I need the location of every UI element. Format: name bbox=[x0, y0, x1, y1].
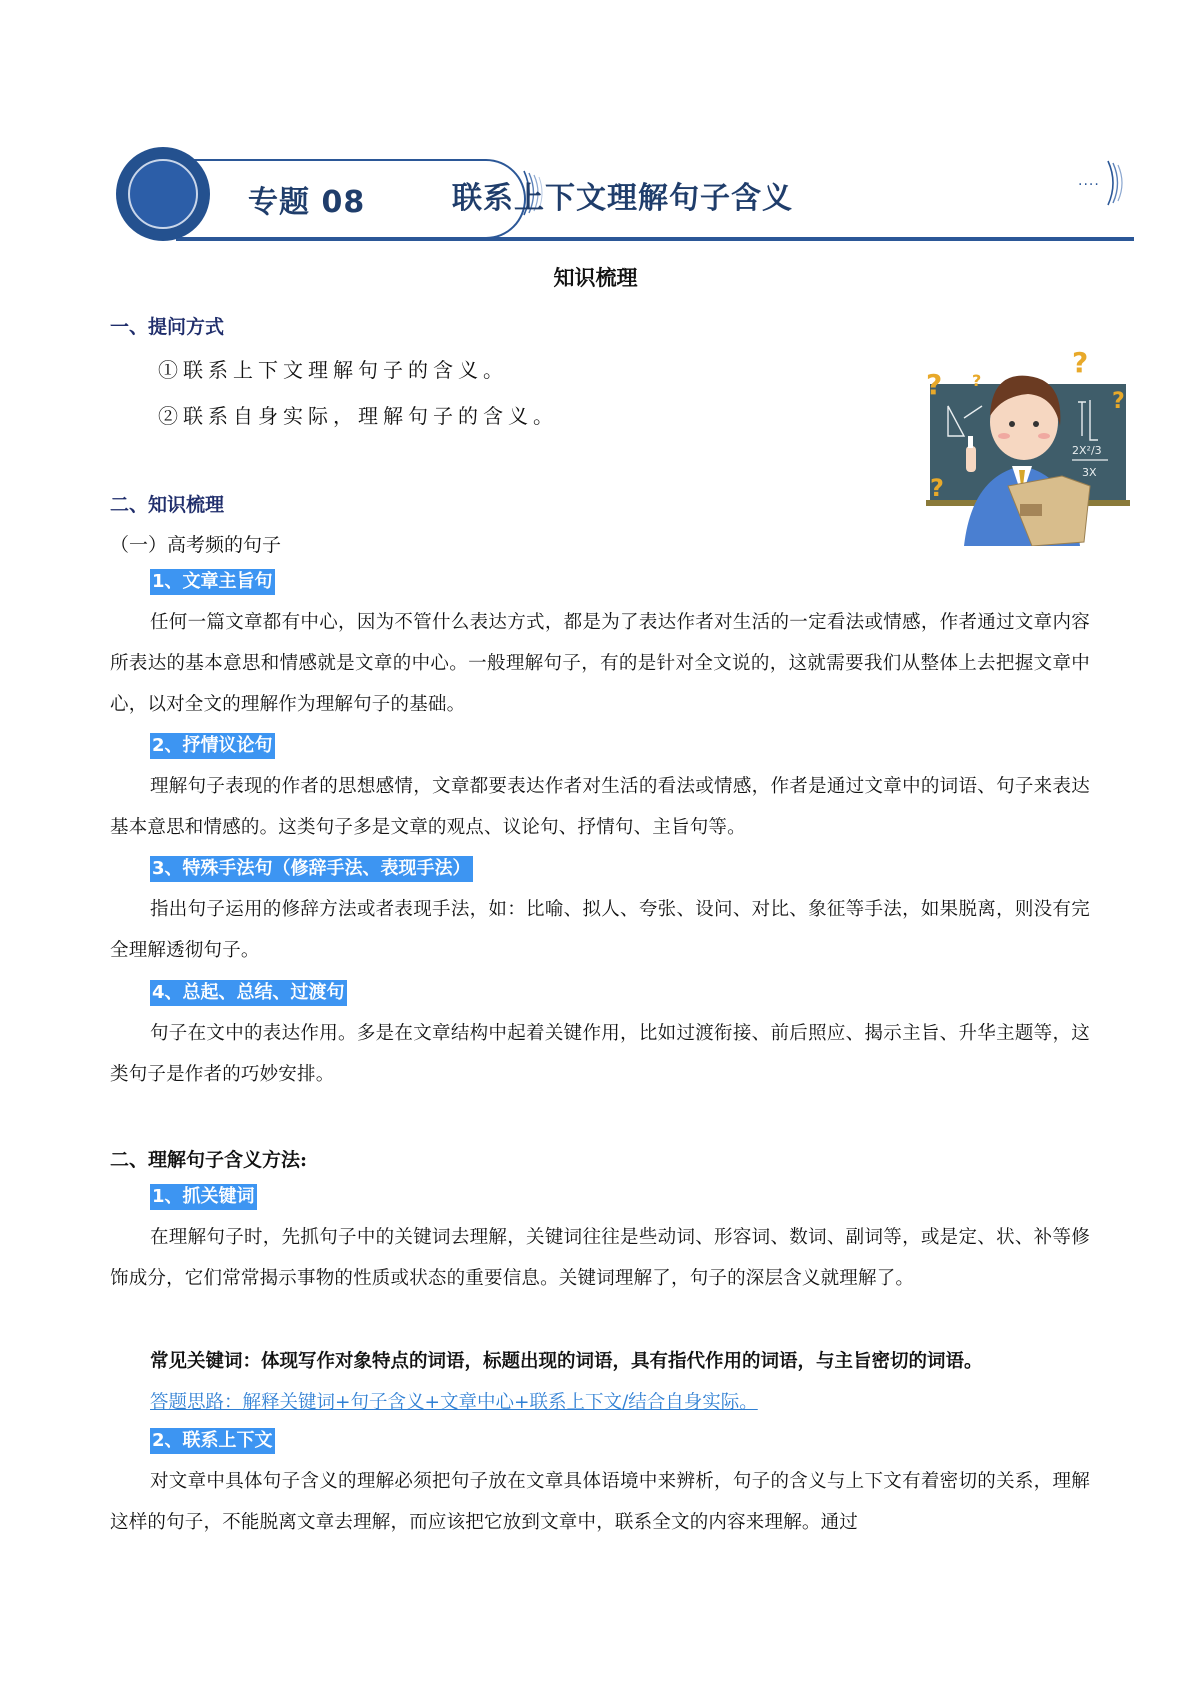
method-label-keywords: 1、抓关键词 bbox=[150, 1184, 257, 1210]
sound-arcs-right-icon bbox=[1104, 157, 1128, 209]
decor-dots: ···· bbox=[1078, 177, 1100, 193]
svg-text:?: ? bbox=[1112, 389, 1125, 414]
category-paragraph: 句子在文中的表达作用。多是在文章结构中起着关键作用，比如过渡衔接、前后照应、揭示主旨、升华主题等，这类句子是作者的巧妙安排。 bbox=[110, 1023, 1090, 1085]
heading-knowledge-review: 二、知识梳理 bbox=[110, 494, 225, 516]
category-paragraph: 理解句子表现的作者的思想感情，文章都要表达作者对生活的看法或情感，作者是通过文章中的词语、句子来表达基本意思和情感的。这类句子多是文章的观点、议论句、抒情句、主旨句等。 bbox=[110, 776, 1090, 838]
section-title-knowledge: 知识梳理 bbox=[553, 266, 638, 290]
svg-text:3X: 3X bbox=[1082, 466, 1097, 479]
method-paragraph: 对文章中具体句子含义的理解必须把句子放在文章具体语境中来辨析，句子的含义与上下文有着密切的关系，理解这样的句子，不能脱离文章去理解，而应该把它放到文章中，联系全文的内容来理解。通过 bbox=[110, 1471, 1090, 1533]
question-type-item: ①联系上下文理解句子的含义。 bbox=[158, 358, 508, 382]
teacher-illustration bbox=[912, 336, 1132, 546]
svg-text:?: ? bbox=[1072, 346, 1089, 379]
category-label-lyrical-sentence: 2、抒情议论句 bbox=[150, 733, 275, 759]
svg-text:?: ? bbox=[972, 371, 982, 390]
circle-badge-inner bbox=[128, 159, 198, 229]
category-label-transition-sentence: 4、总起、总结、过渡句 bbox=[150, 980, 347, 1006]
svg-text:?: ? bbox=[926, 368, 943, 401]
subheading-frequent-sentences: （一）高考频的句子 bbox=[110, 534, 282, 556]
method-paragraph: 在理解句子时，先抓句子中的关键词去理解，关键词往往是些动词、形容词、数词、副词等，或是定、状、补等修饰成分，它们常常揭示事物的性质或状态的重要信息。关键词理解了，句子的深层含义就理解了。 bbox=[110, 1227, 1090, 1289]
page-main-title: 联系上下文理解句子含义 bbox=[452, 181, 793, 216]
answer-approach-link[interactable]: 答题思路：解释关键词+句子含义+文章中心+联系上下文/结合自身实际。 bbox=[150, 1392, 758, 1413]
heading-methods: 二、理解句子含义方法: bbox=[110, 1149, 308, 1171]
topic-banner bbox=[116, 137, 1136, 247]
svg-text:?: ? bbox=[930, 474, 944, 502]
circle-badge-icon bbox=[116, 147, 210, 241]
category-label-theme-sentence: 1、文章主旨句 bbox=[150, 569, 275, 595]
question-type-item: ②联系自身实际，理解句子的含义。 bbox=[158, 404, 558, 428]
heading-question-types: 一、提问方式 bbox=[110, 316, 225, 338]
category-paragraph: 任何一篇文章都有中心，因为不管什么表达方式，都是为了表达作者对生活的一定看法或情感，作者通过文章内容所表达的基本意思和情感就是文章的中心。一般理解句子，有的是针对全文说的，这就需要我们从整体上去把握文章中心，以对全文的理解作为理解句子的基础。 bbox=[110, 612, 1090, 715]
category-label-special-technique: 3、特殊手法句（修辞手法、表现手法） bbox=[150, 856, 473, 882]
category-paragraph: 指出句子运用的修辞方法或者表现手法，如：比喻、拟人、夸张、设问、对比、象征等手法，如果脱离，则没有完全理解透彻句子。 bbox=[110, 899, 1090, 961]
method-label-context: 2、联系上下文 bbox=[150, 1428, 275, 1454]
svg-text:2X²/3: 2X²/3 bbox=[1072, 444, 1102, 457]
common-keywords-note: 常见关键词：体现写作对象特点的词语，标题出现的词语，具有指代作用的词语，与主旨密切的词语。 bbox=[150, 1351, 983, 1372]
topic-label: 专题 08 bbox=[248, 185, 366, 220]
